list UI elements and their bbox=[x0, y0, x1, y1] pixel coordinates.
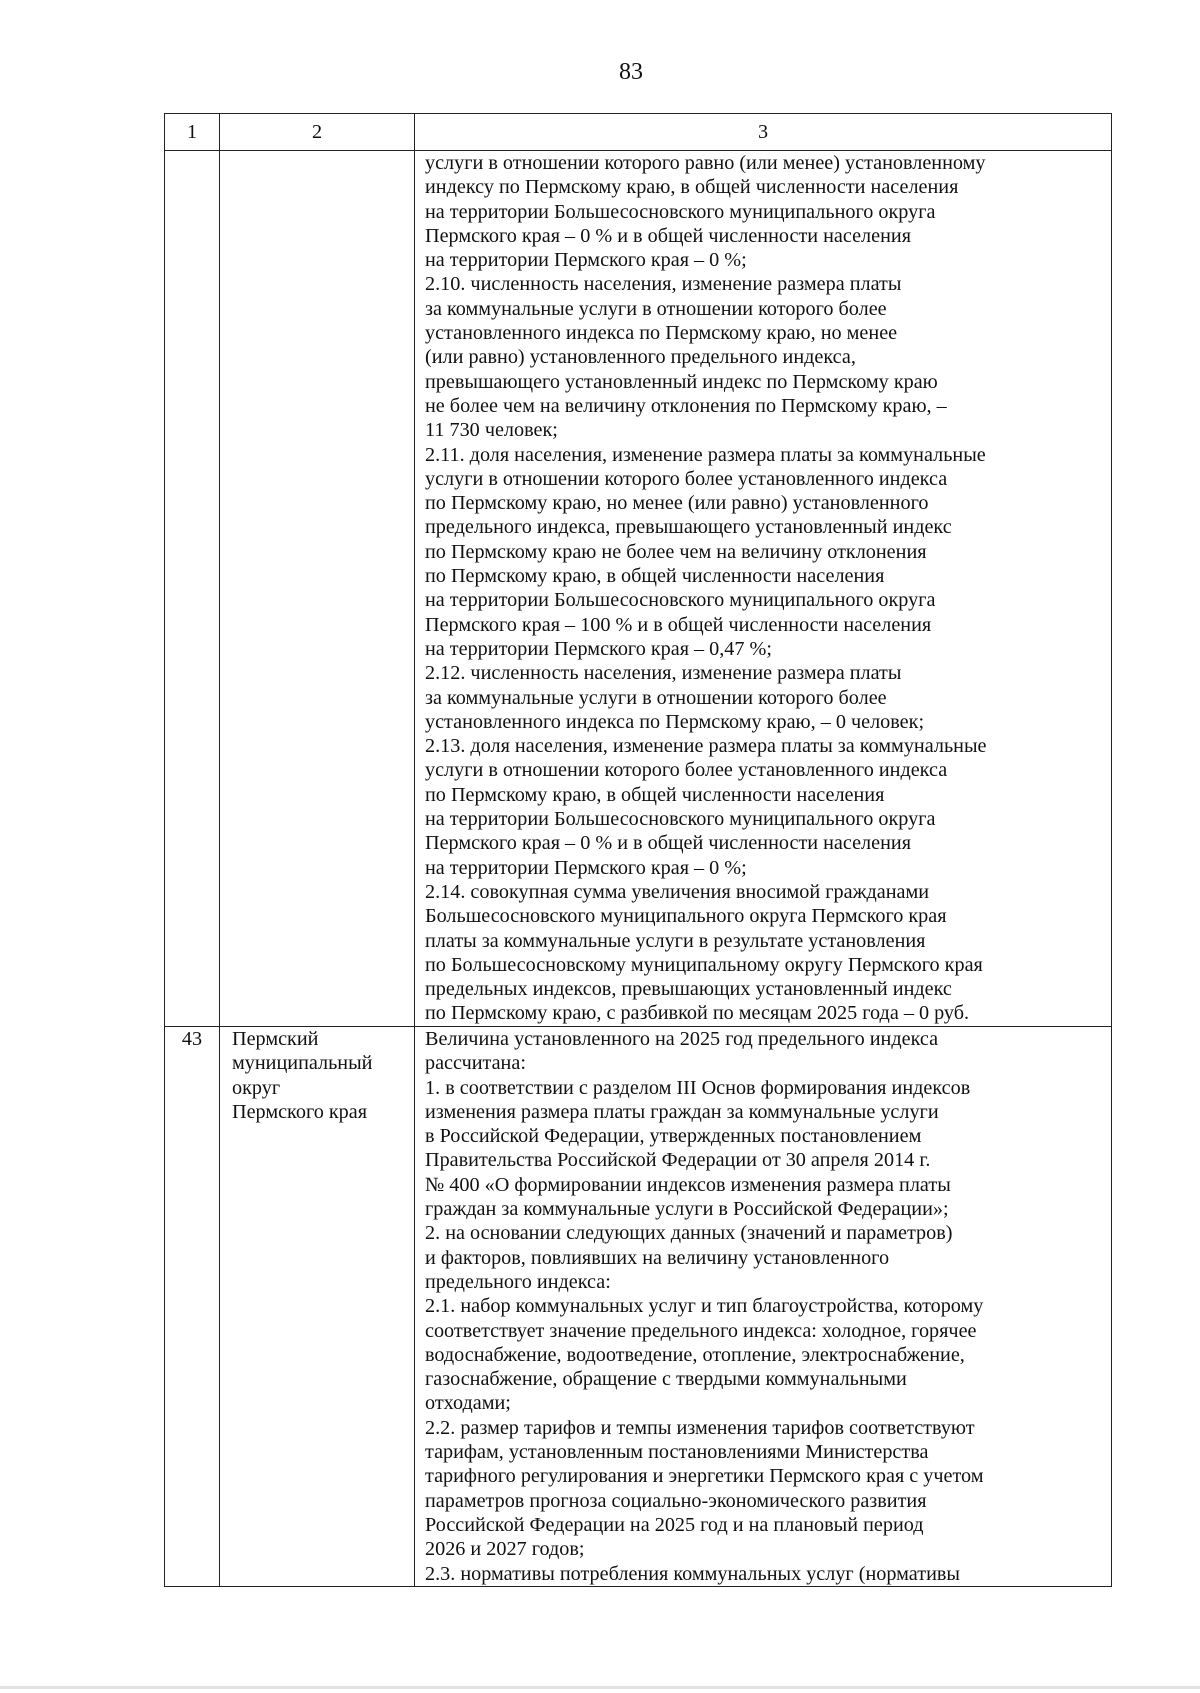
header-col-3: 3 bbox=[415, 114, 1112, 151]
text-line: превышающего установленный индекс по Пермскому краю bbox=[425, 370, 938, 393]
text-line: предельного индекса: bbox=[425, 1270, 611, 1293]
text-line: установленного индекса по Пермскому краю, но менее bbox=[425, 322, 898, 345]
description-cell bbox=[415, 1027, 1112, 1587]
row-number-cell bbox=[165, 1027, 220, 1587]
text-line: на территории Пермского края – 0 %; bbox=[425, 856, 747, 879]
text-line: газоснабжение, обращение с твердыми коммунальными bbox=[425, 1368, 907, 1391]
text-line: на территории Пермского края – 0,47 %; bbox=[425, 637, 772, 660]
text-line: 2.14. совокупная сумма увеличения вносимой гражданами bbox=[425, 880, 930, 903]
text-line: соответствует значение предельного индекса: холодное, горячее bbox=[425, 1319, 977, 1342]
text-line: по Пермскому краю не более чем на величину отклонения bbox=[425, 540, 927, 563]
text-line: за коммунальные услуги в отношении которого более bbox=[425, 686, 887, 709]
description-cell bbox=[415, 151, 1112, 1027]
text-line: 2026 и 2027 годов; bbox=[425, 1538, 585, 1561]
text-line: по Большесосновскому муниципальному округу Пермского края bbox=[425, 953, 983, 976]
text-line: и факторов, повлиявших на величину установленного bbox=[425, 1246, 890, 1269]
text-line: установленного индекса по Пермскому краю, – 0 человек; bbox=[425, 710, 925, 733]
text-line: предельного индекса, превышающего установленный индекс bbox=[425, 516, 952, 539]
text-line: на территории Большесосновского муниципального округа bbox=[425, 589, 936, 612]
name-line: округ bbox=[232, 1076, 281, 1099]
text-line: Российской Федерации на 2025 год и на плановый период bbox=[425, 1513, 924, 1536]
text-line: по Пермскому краю, с разбивкой по месяцам 2025 года – 0 руб. bbox=[425, 1002, 970, 1025]
text-line: платы за коммунальные услуги в результате установления bbox=[425, 929, 926, 952]
text-line: Величина установленного на 2025 год предельного индекса bbox=[425, 1028, 939, 1050]
text-line: не более чем на величину отклонения по Пермскому краю, – bbox=[425, 394, 947, 417]
text-line: параметров прогноза социально-экономического развития bbox=[425, 1489, 927, 1512]
text-line: 2.12. численность населения, изменение размера платы bbox=[425, 662, 902, 685]
header-col-2: 2 bbox=[220, 114, 415, 151]
text-line: услуги в отношении которого более установленного индекса bbox=[425, 467, 948, 490]
text-line: 2.13. доля населения, изменение размера платы за коммунальные bbox=[425, 735, 987, 758]
text-line: по Пермскому краю, в общей численности населения bbox=[425, 565, 885, 588]
text-line: за коммунальные услуги в отношении которого более bbox=[425, 297, 887, 320]
text-line: № 400 «О формировании индексов изменения размера платы bbox=[425, 1173, 951, 1196]
text-line: по Пермскому краю, в общей численности населения bbox=[425, 783, 885, 806]
text-line: 1. в соответствии с разделом III Основ формирования индексов bbox=[425, 1076, 971, 1099]
text-line: предельных индексов, превышающих установленный индекс bbox=[425, 978, 952, 1001]
row-number-cell bbox=[165, 151, 220, 1027]
table-header-row bbox=[165, 114, 1112, 151]
municipality-name-cell bbox=[220, 151, 415, 1027]
text-line: по Пермскому краю, но менее (или равно) установленного bbox=[425, 492, 929, 515]
text-line: Большесосновского муниципального округа Пермского края bbox=[425, 905, 947, 928]
text-line: на территории Большесосновского муниципального округа bbox=[425, 808, 936, 831]
name-line: Пермский bbox=[232, 1028, 319, 1050]
text-line: услуги в отношении которого более установленного индекса bbox=[425, 759, 948, 782]
scan-edge bbox=[0, 1686, 1200, 1689]
table-row bbox=[165, 1027, 1112, 1587]
text-line: тарифам, установленным постановлениями Министерства bbox=[425, 1441, 929, 1464]
text-line: (или равно) установленного предельного индекса, bbox=[425, 346, 856, 369]
text-line: на территории Пермского края – 0 %; bbox=[425, 249, 747, 272]
table-row bbox=[165, 151, 1112, 1027]
text-line: на территории Большесосновского муниципального округа bbox=[425, 200, 936, 223]
name-line: Пермского края bbox=[232, 1100, 368, 1123]
header-col-1: 1 bbox=[165, 114, 220, 151]
document-table bbox=[164, 113, 1112, 1587]
text-line: Пермского края – 100 % и в общей численности населения bbox=[425, 613, 932, 636]
text-line: граждан за коммунальные услуги в Российской Федерации»; bbox=[425, 1198, 949, 1221]
text-line: 2.1. набор коммунальных услуг и тип благоустройства, которому bbox=[425, 1295, 984, 1318]
text-line: рассчитана: bbox=[425, 1052, 526, 1075]
row-number: 43 bbox=[181, 1028, 203, 1050]
text-line: услуги в отношении которого равно (или менее) установленному bbox=[425, 152, 986, 174]
row-number bbox=[165, 151, 219, 175]
text-line: 2.2. размер тарифов и темпы изменения тарифов соответствуют bbox=[425, 1416, 975, 1439]
text-line: Правительства Российской Федерации от 30 апреля 2014 г. bbox=[425, 1149, 931, 1172]
text-line: 2.10. численность населения, изменение размера платы bbox=[425, 273, 902, 296]
text-line: Пермского края – 0 % и в общей численности населения bbox=[425, 224, 911, 247]
text-line: 2. на основании следующих данных (значений и параметров) bbox=[425, 1222, 953, 1245]
text-line: в Российской Федерации, утвержденных постановлением bbox=[425, 1125, 922, 1148]
text-line: отходами; bbox=[425, 1392, 511, 1415]
page-number: 83 bbox=[619, 59, 643, 85]
text-line: тарифного регулирования и энергетики Пермского края с учетом bbox=[425, 1465, 984, 1488]
text-line: индексу по Пермскому краю, в общей численности населения bbox=[425, 176, 959, 199]
text-line: Пермского края – 0 % и в общей численности населения bbox=[425, 832, 911, 855]
text-line: 2.3. нормативы потребления коммунальных услуг (нормативы bbox=[425, 1562, 960, 1585]
name-line: муниципальный bbox=[232, 1052, 373, 1075]
text-line: 2.11. доля населения, изменение размера платы за коммунальные bbox=[425, 443, 986, 466]
municipality-name-cell bbox=[220, 1027, 415, 1587]
text-line: изменения размера платы граждан за коммунальные услуги bbox=[425, 1100, 939, 1123]
text-line: водоснабжение, водоотведение, отопление, электроснабжение, bbox=[425, 1343, 965, 1366]
text-line: 11 730 человек; bbox=[425, 419, 558, 442]
